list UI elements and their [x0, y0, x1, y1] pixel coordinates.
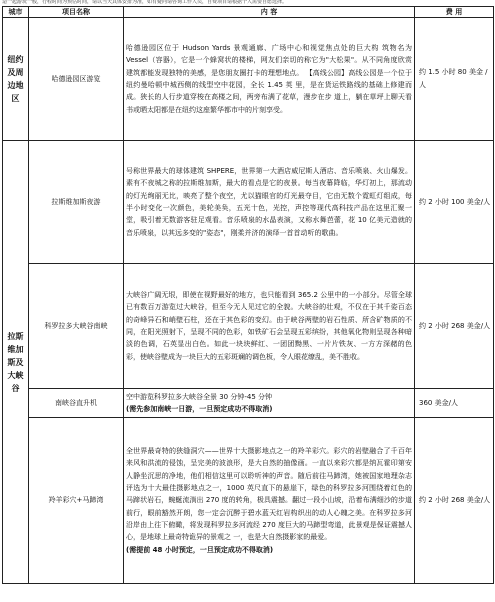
table-header-row: [3, 7, 494, 18]
project-name: 哈德逊园区游览: [29, 18, 124, 141]
table-row: [3, 418, 494, 584]
project-name: 南峡谷直升机: [29, 389, 124, 418]
project-name: 拉斯维加斯夜游: [29, 141, 124, 264]
project-description: 号称世界最大的球体建筑 SHPERE，世界第一大酒店威尼斯人酒店、音乐喷泉、火山爆发。素有不夜城之称的拉斯维加斯，最大的看点是它的夜景。每当夜幕降临，华灯初上，那流动的灯光绚丽无比，映亮了整个夜空，尤以猫眼官的灯光最夺目，它由无数个霓虹灯组成，每半小时变化一次颜色，美轮美奂，五光十色，光控，声控等现代高科技产品在这里汇聚一堂，吸引着无数游客驻足观看。音乐喷泉的水晶表演，又称水舞芭蕾，花 10 亿美元造就的音乐喷泉，以其远多变的"姿态"，刚柔并济的演绎一首首动听的歌曲。: [124, 141, 415, 264]
booking-note: (需先参加南峡一日游，一旦预定成功不得取消): [126, 405, 273, 413]
header-city: 城市: [3, 7, 29, 18]
table-row: [3, 18, 494, 141]
description-text: 空中游览科罗拉多大峡谷全景 30 分钟-45 分钟: [126, 392, 273, 401]
city-cell: 纽约及周边地区: [3, 18, 29, 141]
project-description: [124, 418, 415, 584]
project-name: 科罗拉多大峡谷南峡: [29, 264, 124, 389]
itinerary-table: [2, 6, 494, 584]
header-project: 项目名称: [29, 7, 124, 18]
project-description: [124, 389, 415, 418]
project-description: 哈德逊园区位于 Hudson Yards 景观通廊、广场中心和视觉焦点处的巨大构 筑物名为 Vessel（容器），它是一个蜂窝状的楼梯，网友们亲切的称它为"大松果"。从不同角度欣赏 建筑都能发现独特的美感，是您朋友圈打卡的理想地点。 【高线公园】高线公园是一个位于纽约曼哈顿中城西侧的线型空中花园，全长 1.45 英 里，是在货运铁路线的基础上修建而成。狭长的人行步道穿梭在高楼之间，两旁布满了花草，漫步在步 道上，躺在草坪上聊天看书或晒太阳都是在纽约这座繁华都市中的片刻享受。: [124, 18, 415, 141]
project-fee: 360 美金/人: [415, 389, 494, 418]
project-fee: 约 2 小时 268 美金/人: [415, 418, 494, 584]
project-fee: 约 2 小时 100 美金/人: [415, 141, 494, 264]
table-row: [3, 264, 494, 389]
table-row: [3, 141, 494, 264]
header-content: 内 容: [124, 7, 415, 18]
header-fee: 费 用: [415, 7, 494, 18]
description-text: 全世界最奇特的狭缝洞穴——世界十大摄影地点之一的羚羊彩穴。彩穴的岩壁融合了千百年来风和洪流的侵蚀，呈完美的波浪形，是大自然的抽像画。一直以来彩穴都是纳瓦霍印第安人静坐沉思的净地，他们相信这里可以聆听神的声音。随后前往马蹄湾，她被国家地理杂志评选为十大最佳摄影地点之一，1000 英尺直下的悬崖下，绿色的科罗拉多河围绕着红色的马蹄状岩石，蜿蜒流淌出 270 度的转角，极具震撼。翻过一段小山坡，沿着布满细沙的步道前行，眼前豁然开朗，您一定会沉醉于碧水蓝天红岩构织出的动人心魄之美。在科罗拉多河沿岸由上往下俯瞰，将发现科罗拉多河流经 270 度巨大的马蹄型弯道，此景观是保证震撼人心，是地球上最奇特诡异的景观之 一，也是大自然摄影家的最爱。: [126, 447, 412, 542]
table-row: [3, 389, 494, 418]
project-description: 大峡谷广阔无垠，即使在视野最好的地方，也只能看到 365.2 公里中的一小部分。尽管全球已有数百万游览过大峡谷，但至今无人见过它的全貌。大峡谷的壮观，不仅在于其千姿百态的奇峰异石和峭壁石柱，还在于其色彩的变幻。由于峡谷两壁的岩石性质、所含矿物质的不同，在阳光照射下，呈现不同的色彩，如铁矿石会呈现五彩缤纷，其他氧化物则呈现各种暗淡的色调，石英显出白色。如此一块块鲜红、一团团黝黑、一片片铁灰、一方方深赭的色彩，使峡谷壁成为一块巨大的五彩斑斓的调色板，令人眼花缭乱，美不胜收。: [124, 264, 415, 389]
project-fee: 约 2 小时 268 美金/人: [415, 264, 494, 389]
top-note: 造一起游玩一般，行程时间为预估时间，请以当天具体安排为准，如有疑问请咨询工作人员，自费项目请根据个人需要自愿选择。: [2, 0, 288, 5]
booking-note: (需提前 48 小时预定，一旦预定成功不得取消): [126, 545, 274, 554]
city-cell: 拉斯维加斯及大峡谷: [3, 141, 29, 584]
project-fee: 约 1.5 小时 80 美金 /人: [415, 18, 494, 141]
project-name: 羚羊彩穴+马蹄湾: [29, 418, 124, 584]
